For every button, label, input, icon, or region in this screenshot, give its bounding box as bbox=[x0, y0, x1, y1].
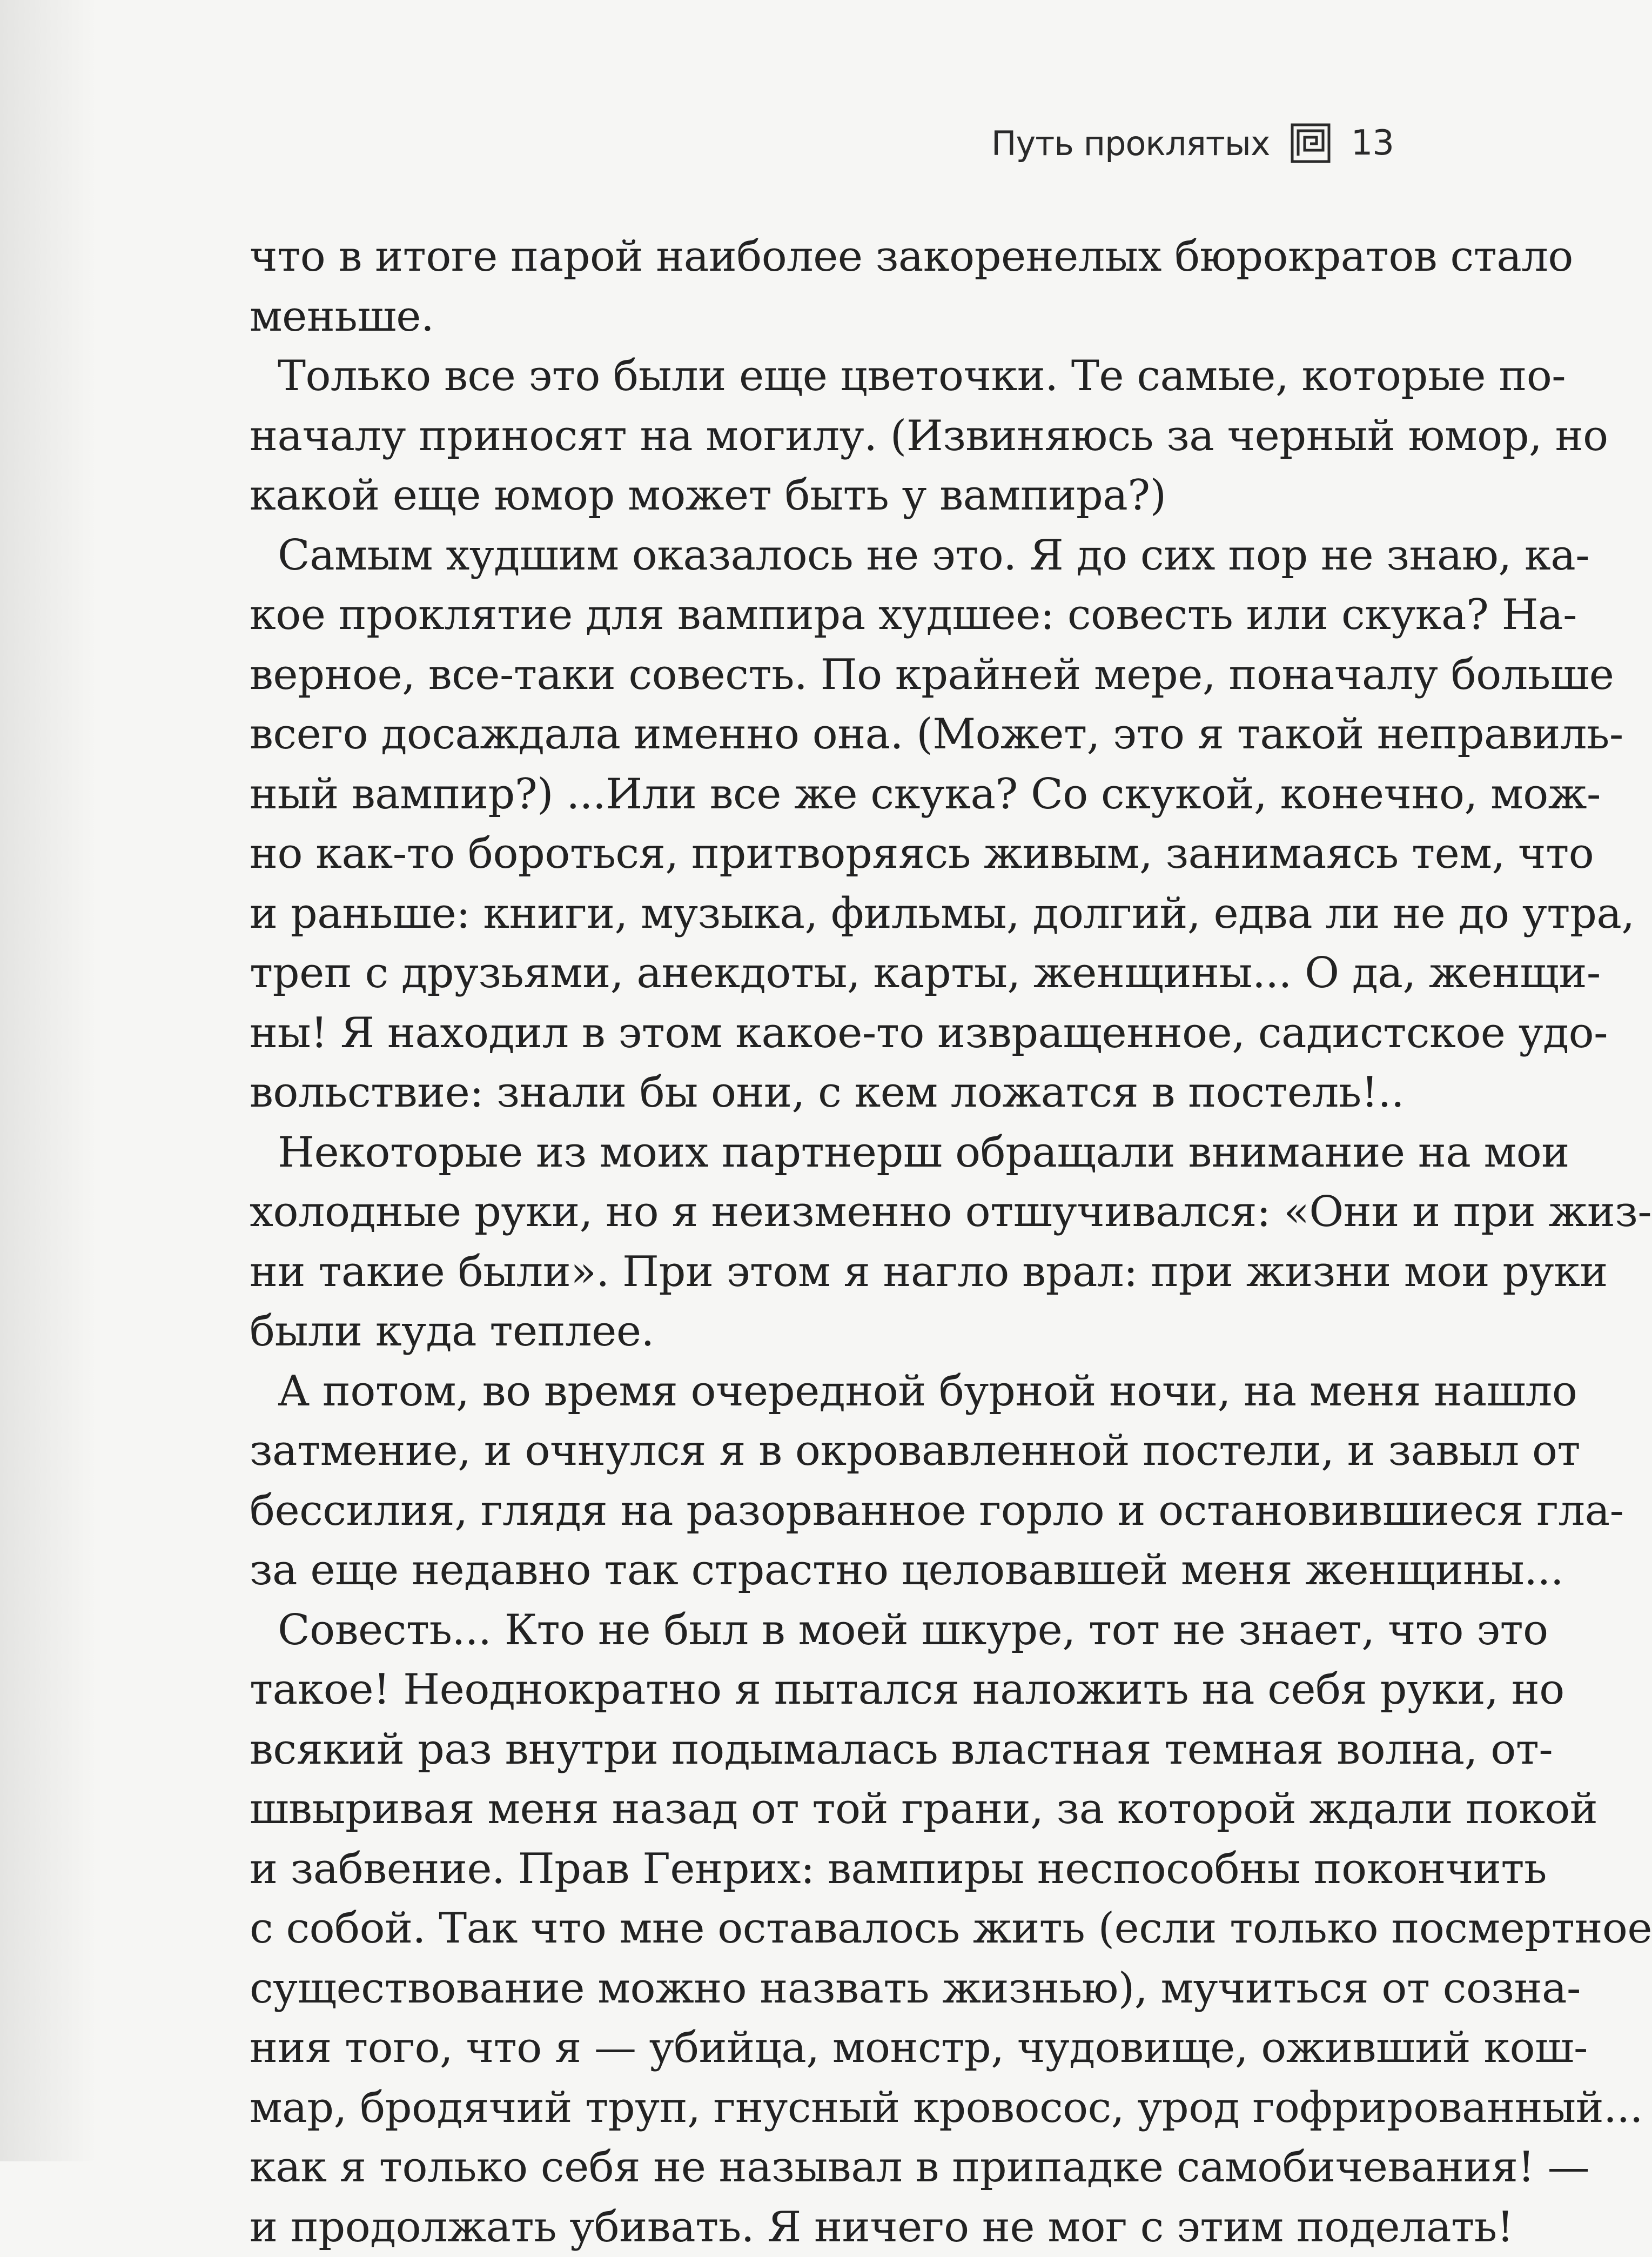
text-line: какой еще юмор может быть у вампира?) bbox=[250, 466, 1395, 526]
text-line: и раньше: книги, музыка, фильмы, долгий, едва ли не до утра, bbox=[250, 884, 1395, 944]
text-line: существование можно назвать жизнью), мучиться от созна- bbox=[250, 1959, 1395, 2019]
text-line: такое! Неоднократно я пытался наложить на себя руки, но bbox=[250, 1660, 1395, 1720]
text-line: А потом, во время очередной бурной ночи, на меня нашло bbox=[250, 1362, 1395, 1422]
text-line: и продолжать убивать. Я ничего не мог с этим поделать! bbox=[250, 2198, 1395, 2257]
text-line: ния того, что я — убийца, монстр, чудовище, оживший кош- bbox=[250, 2018, 1395, 2078]
text-line: с собой. Так что мне оставалось жить (если только посмертное bbox=[250, 1899, 1395, 1959]
text-line: Некоторые из моих партнерш обращали внимание на мои bbox=[250, 1123, 1395, 1183]
text-line: Самым худшим оказалось не это. Я до сих пор не знаю, ка- bbox=[250, 526, 1395, 586]
text-line: треп с друзьями, анекдоты, карты, женщины... О да, женщи- bbox=[250, 943, 1395, 1003]
text-line: но как-то бороться, притворяясь живым, занимаясь тем, что bbox=[250, 824, 1395, 884]
text-line: были куда теплее. bbox=[250, 1302, 1395, 1362]
text-line: кое проклятие для вампира худшее: совесть или скука? На- bbox=[250, 585, 1395, 645]
text-line: всего досаждала именно она. (Может, это я такой неправиль- bbox=[250, 705, 1395, 765]
text-line: всякий раз внутри подымалась властная темная волна, от- bbox=[250, 1720, 1395, 1780]
text-line: началу приносят на могилу. (Извиняюсь за черный юмор, но bbox=[250, 406, 1395, 466]
text-line: и забвение. Прав Генрих: вампиры неспособны покончить bbox=[250, 1839, 1395, 1899]
square-spiral-ornament-icon bbox=[1291, 123, 1331, 163]
text-line: Только все это были еще цветочки. Те самые, которые по- bbox=[250, 346, 1395, 406]
running-head bbox=[991, 123, 1394, 163]
text-line: меньше. bbox=[250, 287, 1395, 347]
text-line: Совесть... Кто не был в моей шкуре, тот не знает, что это bbox=[250, 1600, 1395, 1660]
text-line: как я только себя не называл в припадке самобичевания! — bbox=[250, 2138, 1395, 2198]
page-edge-shadow bbox=[0, 0, 97, 2161]
text-line: ни такие были». При этом я нагло врал: при жизни мои руки bbox=[250, 1242, 1395, 1302]
book-title: Путь проклятых bbox=[991, 124, 1270, 163]
text-line: что в итоге парой наиболее закоренелых бюрократов стало bbox=[250, 227, 1395, 287]
text-line: затмение, и очнулся я в окровавленной постели, и завыл от bbox=[250, 1421, 1395, 1481]
body-text bbox=[250, 227, 1395, 2257]
text-line: верное, все-таки совесть. По крайней мере, поначалу больше bbox=[250, 645, 1395, 705]
text-line: бессилия, глядя на разорванное горло и остановившиеся гла- bbox=[250, 1481, 1395, 1541]
text-line: вольствие: знали бы они, с кем ложатся в постель!.. bbox=[250, 1063, 1395, 1123]
text-line: мар, бродячий труп, гнусный кровосос, урод гофрированный... bbox=[250, 2078, 1395, 2138]
page-number: 13 bbox=[1351, 123, 1394, 163]
text-line: ны! Я находил в этом какое-то извращенное, садистское удо- bbox=[250, 1003, 1395, 1063]
text-line: холодные руки, но я неизменно отшучивался: «Они и при жиз- bbox=[250, 1182, 1395, 1242]
text-line: швыривая меня назад от той грани, за которой ждали покой bbox=[250, 1779, 1395, 1839]
text-line: за еще недавно так страстно целовавшей меня женщины... bbox=[250, 1541, 1395, 1600]
text-line: ный вампир?) ...Или все же скука? Со скукой, конечно, мож- bbox=[250, 765, 1395, 825]
